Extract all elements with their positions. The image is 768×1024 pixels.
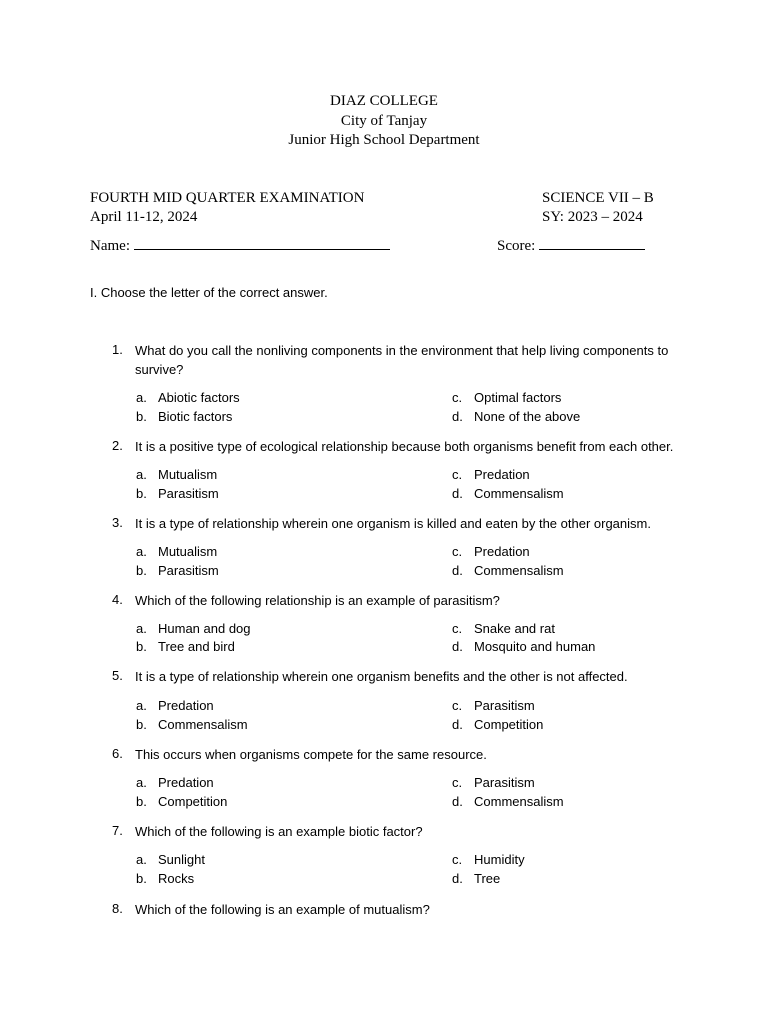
- option-letter: b.: [136, 639, 147, 654]
- option-text: Humidity: [474, 852, 525, 867]
- option-letter: a.: [136, 544, 147, 559]
- score-blank: [539, 235, 645, 250]
- question-text: It is a type of relationship wherein one organism benefits and the other is not affected.: [135, 669, 628, 684]
- option-letter: c.: [452, 390, 463, 405]
- option-text: Commensalism: [474, 563, 564, 578]
- name-blank: [134, 235, 390, 250]
- document-header: [0, 92, 768, 151]
- question-text: It is a type of relationship wherein one organism is killed and eaten by the other organism.: [135, 516, 651, 531]
- question-text: It is a positive type of ecological relationship because both organisms benefit from each other.: [135, 439, 674, 454]
- option-letter: b.: [136, 563, 147, 578]
- question-number: 8.: [112, 901, 123, 916]
- exam-subject: SCIENCE VII – B: [542, 190, 654, 206]
- option-text: Parasitism: [474, 698, 535, 713]
- question-text: Which of the following is an example biotic factor?: [135, 824, 423, 839]
- option-text: None of the above: [474, 409, 581, 424]
- question-number: 7.: [112, 823, 123, 838]
- option-text: Commensalism: [474, 794, 564, 809]
- option-text: Parasitism: [158, 486, 219, 501]
- option-letter: a.: [136, 852, 147, 867]
- option-letter: d.: [452, 794, 463, 809]
- option-text: Human and dog: [158, 621, 251, 636]
- question-text: Which of the following is an example of mutualism?: [135, 902, 430, 917]
- question-text: Which of the following relationship is an example of parasitism?: [135, 593, 500, 608]
- name-field: [90, 235, 390, 255]
- option-letter: d.: [452, 409, 463, 424]
- option-text: Mosquito and human: [474, 639, 596, 654]
- option-letter: b.: [136, 717, 147, 732]
- score-label: Score:: [497, 238, 536, 254]
- option-text: Commensalism: [158, 717, 248, 732]
- option-text: Snake and rat: [474, 621, 555, 636]
- option-text: Predation: [474, 467, 530, 482]
- option-letter: d.: [452, 639, 463, 654]
- option-letter: b.: [136, 871, 147, 886]
- option-letter: a.: [136, 467, 147, 482]
- option-text: Commensalism: [474, 486, 564, 501]
- option-letter: a.: [136, 390, 147, 405]
- option-letter: c.: [452, 852, 463, 867]
- question-number: 5.: [112, 668, 123, 683]
- option-text: Mutualism: [158, 467, 218, 482]
- exam-info-left: [90, 189, 364, 227]
- exam-title: FOURTH MID QUARTER EXAMINATION: [90, 190, 365, 206]
- option-text: Abiotic factors: [158, 390, 240, 405]
- option-text: Biotic factors: [158, 409, 233, 424]
- department-name: Junior High School Department: [288, 132, 480, 148]
- option-text: Optimal factors: [474, 390, 562, 405]
- option-letter: c.: [452, 544, 463, 559]
- option-letter: d.: [452, 871, 463, 886]
- option-letter: b.: [136, 794, 147, 809]
- option-text: Tree and bird: [158, 639, 235, 654]
- option-letter: c.: [452, 775, 463, 790]
- school-city: City of Tanjay: [340, 112, 428, 129]
- option-text: Predation: [474, 544, 530, 559]
- option-letter: b.: [136, 486, 147, 501]
- option-letter: d.: [452, 563, 463, 578]
- option-letter: c.: [452, 698, 463, 713]
- option-text: Rocks: [158, 871, 195, 886]
- option-text: Sunlight: [158, 852, 205, 867]
- instructions: I. Choose the letter of the correct answer.: [90, 285, 328, 300]
- option-text: Parasitism: [474, 775, 535, 790]
- question-number: 6.: [112, 746, 123, 761]
- school-name: DIAZ COLLEGE: [330, 93, 438, 109]
- question-number: 4.: [112, 592, 123, 607]
- school-year: SY: 2023 – 2024: [542, 209, 643, 225]
- name-label: Name:: [90, 238, 130, 254]
- option-text: Mutualism: [158, 544, 218, 559]
- question-text: What do you call the nonliving components in the environment that help living components to survive?: [135, 343, 669, 377]
- option-text: Predation: [158, 775, 214, 790]
- option-letter: c.: [452, 467, 463, 482]
- option-letter: d.: [452, 717, 463, 732]
- question-number: 3.: [112, 515, 123, 530]
- option-text: Predation: [158, 698, 214, 713]
- option-letter: b.: [136, 409, 147, 424]
- question-number: 1.: [112, 342, 123, 357]
- option-text: Parasitism: [158, 563, 219, 578]
- question-text: This occurs when organisms compete for the same resource.: [135, 747, 487, 762]
- option-letter: a.: [136, 621, 147, 636]
- option-text: Competition: [474, 717, 544, 732]
- exam-date: April 11-12, 2024: [90, 209, 198, 225]
- exam-info-right: [542, 189, 654, 227]
- option-text: Tree: [474, 871, 501, 886]
- question-number: 2.: [112, 438, 123, 453]
- score-field: [497, 235, 645, 255]
- option-letter: a.: [136, 775, 147, 790]
- option-letter: c.: [452, 621, 463, 636]
- option-letter: d.: [452, 486, 463, 501]
- option-text: Competition: [158, 794, 228, 809]
- option-letter: a.: [136, 698, 147, 713]
